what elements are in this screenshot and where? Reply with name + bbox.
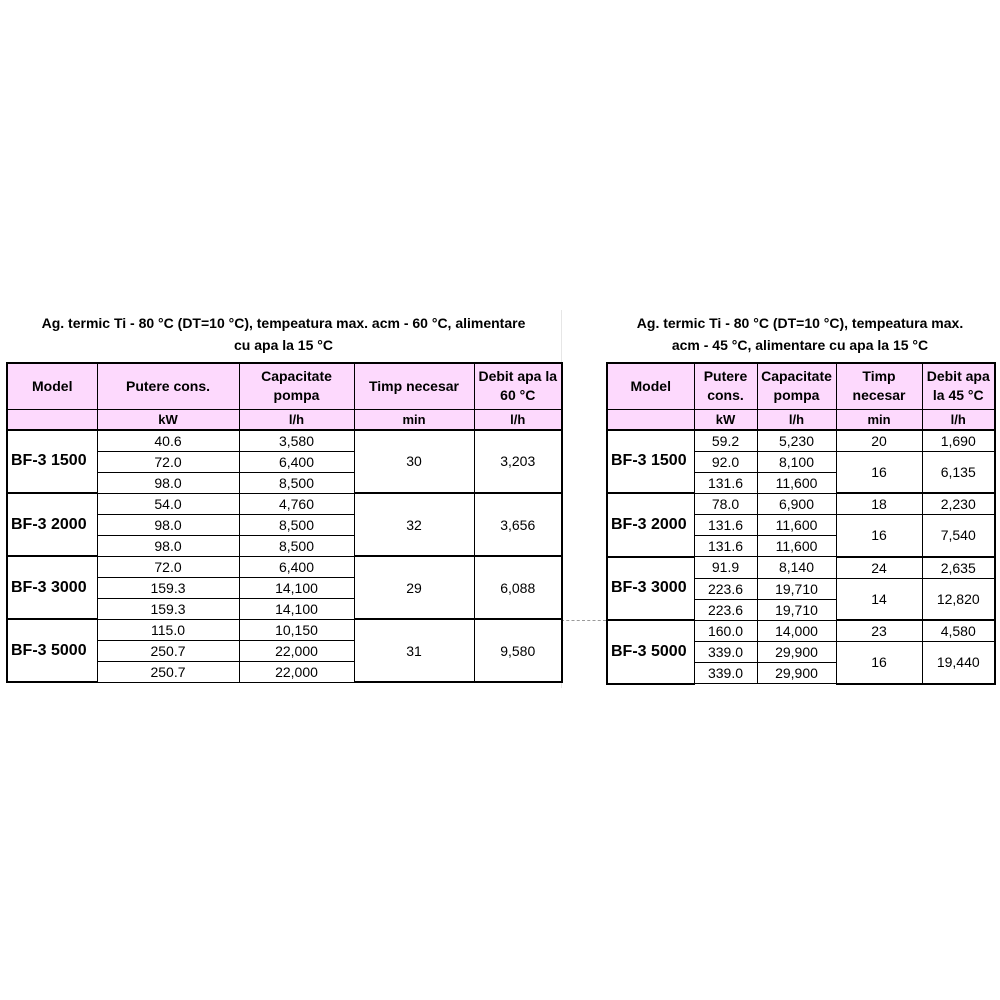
- capacitate-cell: 14,100: [239, 598, 354, 619]
- title-line-2: cu apa la 15 °C: [234, 337, 333, 353]
- putere-cell: 78.0: [694, 493, 757, 515]
- header-model: Model: [7, 363, 97, 409]
- putere-cell: 339.0: [694, 663, 757, 684]
- capacitate-cell: 8,500: [239, 535, 354, 556]
- table-row: [607, 493, 995, 515]
- unit-lh: l/h: [757, 409, 836, 430]
- debit-cell: 19,440: [922, 642, 995, 684]
- data-table-45c: [606, 362, 996, 685]
- capacitate-cell: 8,500: [239, 472, 354, 493]
- table-title: [6, 310, 561, 362]
- model-cell: BF-3 5000: [607, 620, 694, 684]
- capacitate-cell: 29,900: [757, 663, 836, 684]
- putere-cell: 160.0: [694, 620, 757, 642]
- table-row: [7, 619, 562, 640]
- capacitate-cell: 6,400: [239, 556, 354, 577]
- capacitate-cell: 8,500: [239, 514, 354, 535]
- header-putere: Putere cons.: [97, 363, 239, 409]
- unit-lh: l/h: [239, 409, 354, 430]
- model-cell: BF-3 1500: [7, 430, 97, 494]
- putere-cell: 159.3: [97, 598, 239, 619]
- capacitate-cell: 22,000: [239, 661, 354, 682]
- putere-cell: 98.0: [97, 472, 239, 493]
- title-line-2: acm - 45 °C, alimentare cu apa la 15 °C: [671, 337, 929, 353]
- capacitate-cell: 6,400: [239, 451, 354, 472]
- timp-cell: 18: [836, 493, 922, 515]
- timp-cell: 16: [836, 451, 922, 493]
- unit-kw: kW: [694, 409, 757, 430]
- header-debit: Debit apa la 45 °C: [922, 363, 995, 409]
- debit-cell: 4,580: [922, 620, 995, 642]
- putere-cell: 223.6: [694, 599, 757, 620]
- putere-cell: 59.2: [694, 430, 757, 452]
- table-row: [607, 620, 995, 642]
- unit-model: [7, 409, 97, 430]
- putere-cell: 339.0: [694, 642, 757, 663]
- unit-lh: l/h: [922, 409, 995, 430]
- capacitate-cell: 19,710: [757, 578, 836, 599]
- debit-cell: 3,203: [474, 430, 562, 494]
- capacitate-cell: 11,600: [757, 536, 836, 557]
- timp-cell: 14: [836, 578, 922, 620]
- unit-min: min: [836, 409, 922, 430]
- timp-cell: 23: [836, 620, 922, 642]
- table-row: [607, 430, 995, 452]
- debit-cell: 7,540: [922, 515, 995, 557]
- table-title: [606, 310, 994, 362]
- header-timp: Timp necesar: [354, 363, 474, 409]
- model-cell: BF-3 2000: [7, 493, 97, 556]
- capacitate-cell: 5,230: [757, 430, 836, 452]
- putere-cell: 250.7: [97, 640, 239, 661]
- title-line-1: Ag. termic Ti - 80 °C (DT=10 °C), tempeatura max. acm - 60 °C, alimentare: [41, 315, 526, 331]
- putere-cell: 250.7: [97, 661, 239, 682]
- capacitate-cell: 29,900: [757, 642, 836, 663]
- unit-lh: l/h: [474, 409, 562, 430]
- capacitate-cell: 4,760: [239, 493, 354, 514]
- timp-cell: 32: [354, 493, 474, 556]
- timp-cell: 24: [836, 557, 922, 579]
- putere-cell: 72.0: [97, 451, 239, 472]
- capacitate-cell: 8,140: [757, 557, 836, 579]
- timp-cell: 31: [354, 619, 474, 682]
- debit-cell: 3,656: [474, 493, 562, 556]
- capacitate-cell: 11,600: [757, 472, 836, 493]
- header-putere: Putere cons.: [694, 363, 757, 409]
- table-row: [607, 557, 995, 579]
- header-capacitate: Capacitate pompa: [239, 363, 354, 409]
- debit-cell: 9,580: [474, 619, 562, 682]
- putere-cell: 40.6: [97, 430, 239, 452]
- header-debit: Debit apa la 60 °C: [474, 363, 562, 409]
- putere-cell: 115.0: [97, 619, 239, 640]
- table-panel-45c: [606, 310, 994, 685]
- model-cell: BF-3 1500: [607, 430, 694, 494]
- header-timp: Timp necesar: [836, 363, 922, 409]
- debit-cell: 2,230: [922, 493, 995, 515]
- table-row: [7, 430, 562, 452]
- timp-cell: 16: [836, 515, 922, 557]
- debit-cell: 6,088: [474, 556, 562, 619]
- putere-cell: 54.0: [97, 493, 239, 514]
- debit-cell: 6,135: [922, 451, 995, 493]
- debit-cell: 12,820: [922, 578, 995, 620]
- putere-cell: 223.6: [694, 578, 757, 599]
- putere-cell: 98.0: [97, 514, 239, 535]
- putere-cell: 92.0: [694, 451, 757, 472]
- model-cell: BF-3 2000: [607, 493, 694, 557]
- timp-cell: 16: [836, 642, 922, 684]
- capacitate-cell: 8,100: [757, 451, 836, 472]
- capacitate-cell: 10,150: [239, 619, 354, 640]
- putere-cell: 72.0: [97, 556, 239, 577]
- model-cell: BF-3 3000: [7, 556, 97, 619]
- title-line-1: Ag. termic Ti - 80 °C (DT=10 °C), tempeatura max.: [636, 315, 964, 331]
- table-row: [7, 556, 562, 577]
- capacitate-cell: 6,900: [757, 493, 836, 515]
- debit-cell: 2,635: [922, 557, 995, 579]
- timp-cell: 30: [354, 430, 474, 494]
- capacitate-cell: 22,000: [239, 640, 354, 661]
- data-table-60c: [6, 362, 563, 683]
- capacitate-cell: 3,580: [239, 430, 354, 452]
- table-row: [7, 493, 562, 514]
- putere-cell: 91.9: [694, 557, 757, 579]
- model-cell: BF-3 3000: [607, 557, 694, 621]
- page-break-line: [561, 620, 606, 621]
- header-model: Model: [607, 363, 694, 409]
- unit-min: min: [354, 409, 474, 430]
- putere-cell: 131.6: [694, 472, 757, 493]
- putere-cell: 131.6: [694, 536, 757, 557]
- capacitate-cell: 19,710: [757, 599, 836, 620]
- capacitate-cell: 14,000: [757, 620, 836, 642]
- timp-cell: 29: [354, 556, 474, 619]
- putere-cell: 98.0: [97, 535, 239, 556]
- capacitate-cell: 11,600: [757, 515, 836, 536]
- unit-model: [607, 409, 694, 430]
- putere-cell: 159.3: [97, 577, 239, 598]
- unit-kw: kW: [97, 409, 239, 430]
- timp-cell: 20: [836, 430, 922, 452]
- debit-cell: 1,690: [922, 430, 995, 452]
- putere-cell: 131.6: [694, 515, 757, 536]
- header-capacitate: Capacitate pompa: [757, 363, 836, 409]
- model-cell: BF-3 5000: [7, 619, 97, 682]
- table-panel-60c: [6, 310, 561, 683]
- capacitate-cell: 14,100: [239, 577, 354, 598]
